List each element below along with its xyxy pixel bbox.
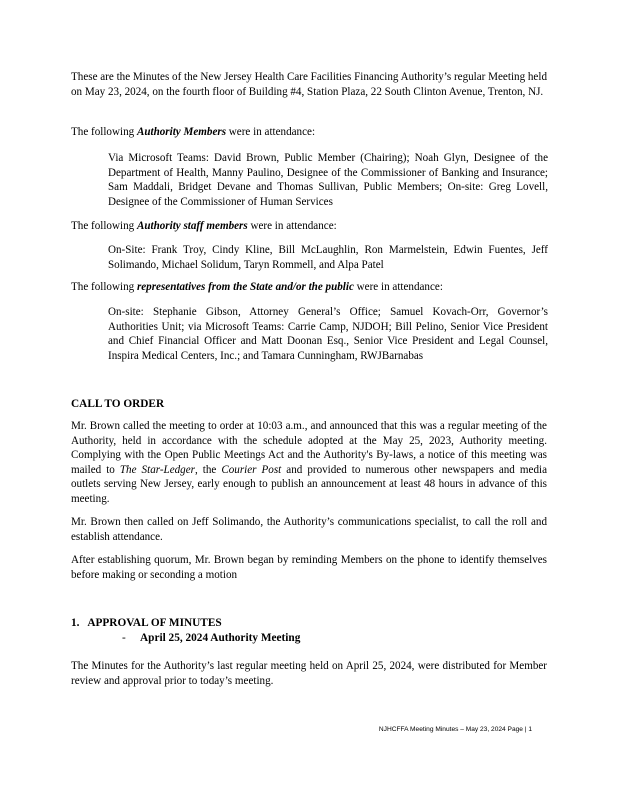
staff-pre: The following [71,220,137,232]
cto-p1-b: , the [194,463,222,476]
call-to-order-paragraph-3: After establishing quorum, Mr. Brown began by reminding Members on the phone to identify themselves before making or seconding a motion [71,554,547,581]
members-pre: The following [71,126,137,138]
members-post: were in attendance: [226,126,316,138]
approval-paragraph: The Minutes for the Authority’s last regular meeting held on April 25, 2024, were distributed for Member review and approval prior to today’s meeting. [71,660,547,687]
public-intro [71,280,547,295]
cto-p1-a: Mr. Brown called the meeting to order at 10:03 a.m., and announced that this was a regular meeting of the Authority, held in accordance with the schedule adopted at the May 25, 2023, Authority meeting. Complying with the Open Public Meetings Act and the Authority's By-laws, a notice of this meeting was mailed to [71,420,547,476]
intro-paragraph: These are the Minutes of the New Jersey Health Care Facilities Financing Authority’s regular Meeting held on May 23, 2024, on the fourth floor of Building #4, Station Plaza, 22 South Clinton Avenue, Trenton, NJ. [71,71,547,98]
newspaper-star-ledger: The Star-Ledger [119,463,195,476]
call-to-order-heading: CALL TO ORDER [71,398,165,410]
members-intro [71,125,547,140]
public-emphasis: representatives from the State and/or the public [136,281,354,293]
approval-subheading: April 25, 2024 Authority Meeting [140,632,301,644]
call-to-order-paragraph-1 [71,419,547,507]
staff-post: were in attendance: [247,220,337,232]
members-emphasis: Authority Members [136,126,227,138]
members-list: Via Microsoft Teams: David Brown, Public Member (Chairing); Noah Glyn, Designee of the Department of Health, Manny Paulino, Designee of the Commissioner of Banking and Insurance; Sam Maddali, Bridget Devane and Thomas Sullivan, Public Members; On-site: Greg Lovell, Designee of the Commissioner of Human Services [108,152,548,208]
approval-heading: 1. APPROVAL OF MINUTES [71,617,222,629]
staff-emphasis: Authority staff members [136,220,248,232]
public-pre: The following [71,281,137,293]
newspaper-courier-post: Courier Post [221,463,282,476]
public-post: were in attendance: [353,281,443,293]
public-list: On-site: Stephanie Gibson, Attorney General’s Office; Samuel Kovach-Orr, Governor’s Authorities Unit; via Microsoft Teams: Carrie Camp, NJDOH; Bill Pelino, Senior Vice President and Chief Financial Officer and Matt Doonan Esq., Senior Vice President and Legal Counsel, Inspira Medical Centers, Inc.; and Tamara Cunningham, RWJBarnabas [108,306,548,362]
staff-intro [71,219,547,234]
call-to-order-paragraph-2: Mr. Brown then called on Jeff Solimando, the Authority’s communications specialist, to call the roll and establish attendance. [71,516,547,543]
approval-dash: - [122,632,126,644]
page-footer: NJHCFFA Meeting Minutes – May 23, 2024 Page | 1 [378,726,532,733]
staff-list: On-Site: Frank Troy, Cindy Kline, Bill McLaughlin, Ron Marmelstein, Edwin Fuentes, Jeff Solimando, Michael Solidum, Taryn Rommell, and Alpa Patel [108,244,548,271]
cto-p1-c: and provided to numerous other newspapers and media outlets serving New Jersey, early enough to publish an announcement at least 48 hours in advance of this meeting. [71,463,547,505]
